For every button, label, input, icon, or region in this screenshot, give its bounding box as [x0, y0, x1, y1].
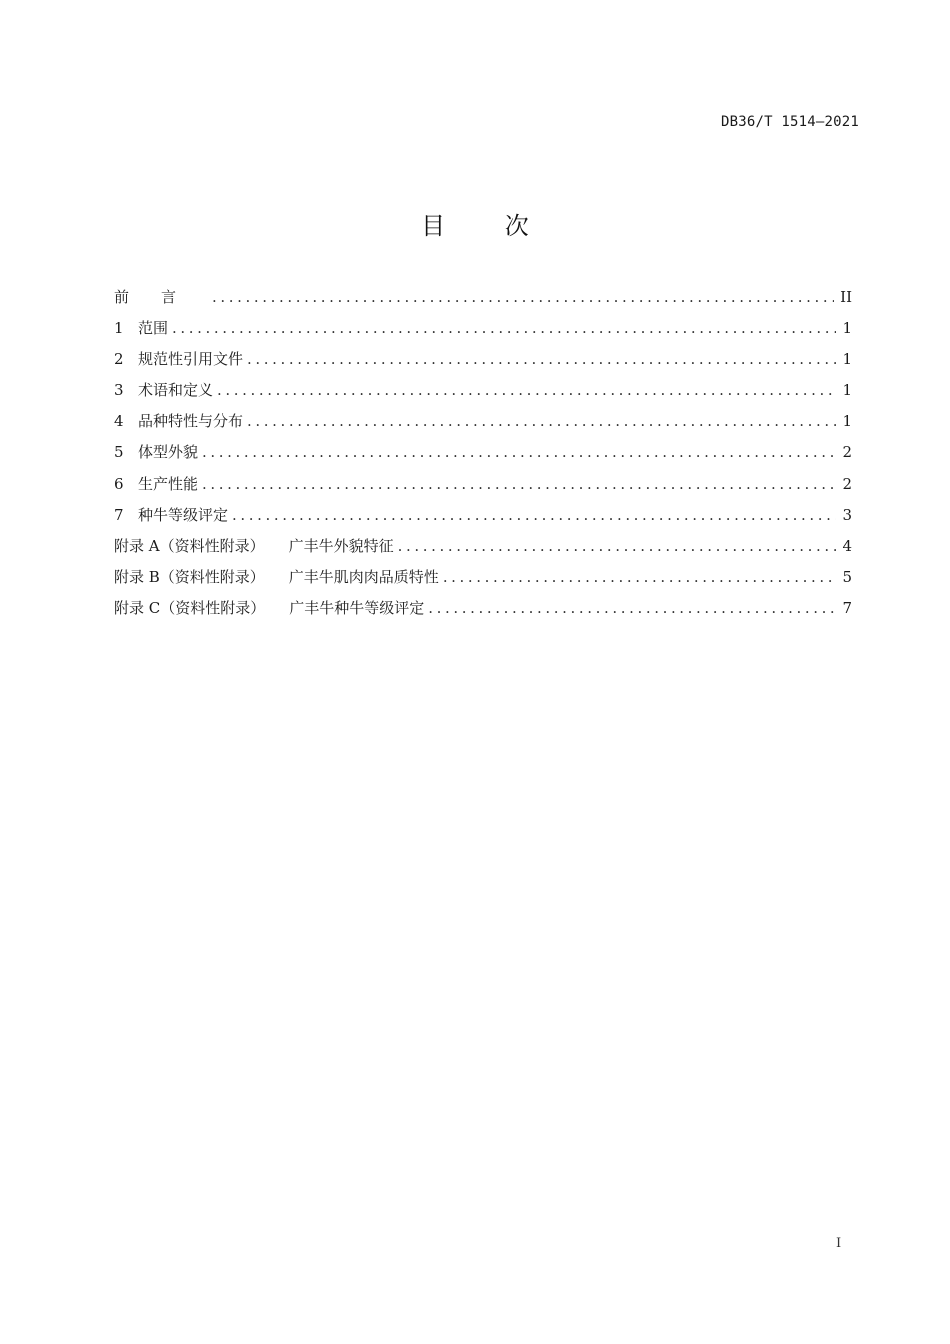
- toc-entry-normative-references[interactable]: [114, 348, 852, 379]
- toc-leader-dots: [398, 535, 836, 557]
- toc-entry-label: 广丰牛外貌特征: [288, 536, 394, 555]
- toc-leader-dots: [443, 566, 836, 588]
- toc-leader-dots: [202, 473, 836, 495]
- toc-leader-dots: [217, 379, 836, 401]
- toc-entry-page: 2: [842, 443, 852, 462]
- toc-leader-dots: [247, 348, 836, 370]
- toc-entry-label: 广丰牛种牛等级评定: [289, 598, 425, 617]
- toc-entry-label: 规范性引用文件: [138, 350, 244, 369]
- toc-entry-annex-b[interactable]: [114, 566, 852, 597]
- toc-leader-dots: [212, 286, 834, 308]
- toc-entry-annex-c[interactable]: [114, 597, 852, 628]
- toc-entry-page: 7: [842, 598, 852, 617]
- toc-entry-number: 4: [114, 412, 124, 431]
- toc-entry-annex-a[interactable]: [114, 535, 852, 566]
- toc-entry-page: 1: [842, 319, 852, 338]
- toc-entry-label: 前言: [114, 288, 209, 306]
- toc-entry-page: 2: [842, 474, 852, 493]
- toc-entry-production-performance[interactable]: [114, 473, 852, 504]
- toc-entry-page: 1: [842, 381, 852, 400]
- toc-entry-number: 7: [114, 505, 124, 524]
- toc-entry-scope[interactable]: [114, 317, 852, 348]
- toc-leader-dots: [202, 441, 836, 463]
- toc-entry-breeding-cattle-grading[interactable]: [114, 504, 852, 535]
- toc-entry-page: 1: [842, 412, 852, 431]
- toc-annex-prefix: 附录 B（资料性附录）: [114, 567, 265, 586]
- toc-entry-breed-characteristics[interactable]: [114, 410, 852, 441]
- toc-entry-page: II: [840, 288, 852, 306]
- page-number: I: [836, 1236, 842, 1251]
- toc-entry-label: 范围: [138, 319, 169, 338]
- toc-entry-number: 6: [114, 474, 124, 493]
- toc-entry-terms-definitions[interactable]: [114, 379, 852, 410]
- toc-leader-dots: [247, 410, 836, 432]
- toc-entry-page: 4: [842, 536, 852, 555]
- toc-entry-label: 广丰牛肌肉肉品质特性: [288, 567, 439, 586]
- toc-entry-label: 生产性能: [138, 474, 199, 493]
- toc-entry-page: 1: [842, 350, 852, 369]
- toc-title: 目 次: [421, 212, 555, 240]
- table-of-contents: [114, 286, 852, 628]
- toc-entry-foreword[interactable]: [114, 286, 852, 317]
- toc-entry-number: 1: [114, 319, 124, 338]
- toc-entry-page: 3: [842, 505, 852, 524]
- toc-entry-label: 术语和定义: [138, 381, 214, 400]
- toc-entry-number: 5: [114, 443, 124, 462]
- toc-leader-dots: [428, 597, 836, 619]
- toc-entry-number: 2: [114, 350, 124, 369]
- document-code: DB36/T 1514—2021: [720, 114, 859, 130]
- toc-entry-label: 品种特性与分布: [138, 412, 244, 431]
- toc-entry-page: 5: [842, 567, 852, 586]
- toc-annex-prefix: 附录 A（资料性附录）: [114, 536, 265, 555]
- toc-annex-prefix: 附录 C（资料性附录）: [114, 598, 266, 617]
- toc-entry-body-appearance[interactable]: [114, 441, 852, 472]
- toc-entry-label: 体型外貌: [138, 443, 199, 462]
- toc-leader-dots: [172, 317, 836, 339]
- toc-leader-dots: [232, 504, 836, 526]
- toc-entry-label: 种牛等级评定: [138, 505, 229, 524]
- toc-entry-number: 3: [114, 381, 124, 400]
